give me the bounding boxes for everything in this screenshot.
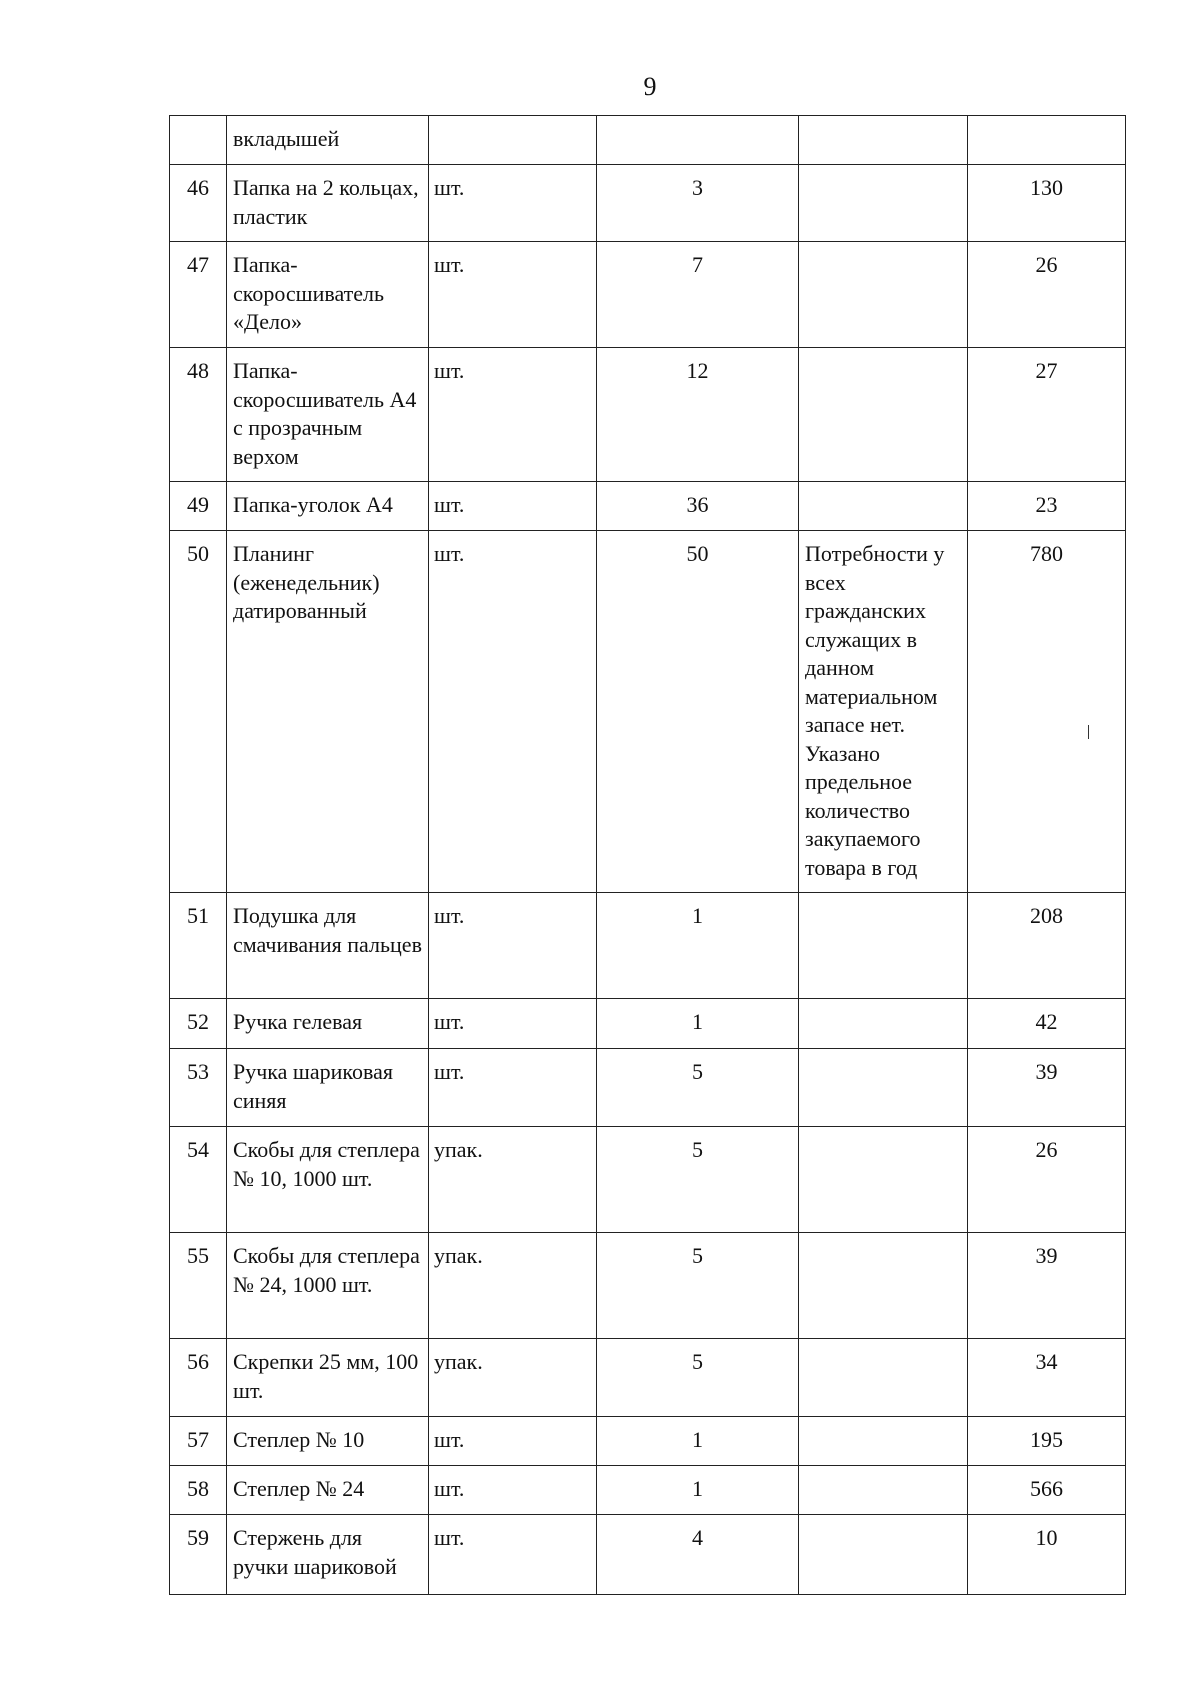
item-quantity: 3	[597, 165, 799, 242]
item-price: 23	[968, 482, 1126, 531]
item-unit: шт.	[429, 348, 597, 482]
row-number: 55	[170, 1233, 227, 1339]
item-unit: шт.	[429, 893, 597, 999]
item-name: Подушка для смачивания пальцев	[227, 893, 429, 999]
table-row	[170, 116, 1126, 165]
item-quantity: 5	[597, 1339, 799, 1417]
item-quantity	[597, 116, 799, 165]
table-row	[170, 348, 1126, 482]
item-quantity: 1	[597, 999, 799, 1049]
item-quantity: 5	[597, 1127, 799, 1233]
table-row	[170, 893, 1126, 999]
item-unit	[429, 116, 597, 165]
item-price: 10	[968, 1515, 1126, 1595]
item-price	[968, 116, 1126, 165]
table-row	[170, 1233, 1126, 1339]
item-unit: шт.	[429, 1466, 597, 1515]
item-name: Скрепки 25 мм, 100 шт.	[227, 1339, 429, 1417]
table-row	[170, 1417, 1126, 1466]
item-note	[799, 1515, 968, 1595]
row-number: 58	[170, 1466, 227, 1515]
item-note	[799, 1466, 968, 1515]
item-unit: шт.	[429, 531, 597, 893]
item-unit: шт.	[429, 165, 597, 242]
item-quantity: 12	[597, 348, 799, 482]
item-note	[799, 1417, 968, 1466]
item-note: Потребности у всех гражданских служащих в данном материальном запасе нет. Указано предельное количество закупаемого товара в год	[799, 531, 968, 893]
item-name: Папка на 2 кольцах, пластик	[227, 165, 429, 242]
item-quantity: 5	[597, 1233, 799, 1339]
item-note	[799, 1339, 968, 1417]
table-row	[170, 1049, 1126, 1127]
item-quantity: 1	[597, 1417, 799, 1466]
item-note	[799, 116, 968, 165]
row-number: 56	[170, 1339, 227, 1417]
item-price: 27	[968, 348, 1126, 482]
item-note	[799, 482, 968, 531]
item-name: Папка-скоросшиватель А4 с прозрачным верхом	[227, 348, 429, 482]
item-price: 208	[968, 893, 1126, 999]
row-number: 54	[170, 1127, 227, 1233]
item-quantity: 1	[597, 1466, 799, 1515]
item-unit: упак.	[429, 1233, 597, 1339]
item-name: Скобы для степлера № 24, 1000 шт.	[227, 1233, 429, 1339]
item-unit: шт.	[429, 1417, 597, 1466]
item-name: Ручка гелевая	[227, 999, 429, 1049]
row-number: 50	[170, 531, 227, 893]
item-unit: шт.	[429, 999, 597, 1049]
item-quantity: 7	[597, 242, 799, 348]
row-number: 57	[170, 1417, 227, 1466]
item-unit: шт.	[429, 1515, 597, 1595]
item-price: 39	[968, 1233, 1126, 1339]
item-quantity: 4	[597, 1515, 799, 1595]
item-price: 195	[968, 1417, 1126, 1466]
item-name: Ручка шариковая синяя	[227, 1049, 429, 1127]
table-row	[170, 1339, 1126, 1417]
table-row	[170, 1466, 1126, 1515]
table-row	[170, 1515, 1126, 1595]
item-name: Папка-уголок А4	[227, 482, 429, 531]
item-price: 26	[968, 1127, 1126, 1233]
item-unit: упак.	[429, 1127, 597, 1233]
row-number: 47	[170, 242, 227, 348]
item-price: 42	[968, 999, 1126, 1049]
item-quantity: 36	[597, 482, 799, 531]
row-number: 48	[170, 348, 227, 482]
item-price: 566	[968, 1466, 1126, 1515]
item-unit: шт.	[429, 482, 597, 531]
item-name: Степлер № 10	[227, 1417, 429, 1466]
item-price: 780	[968, 531, 1126, 893]
item-name: Планинг (еженедельник) датированный	[227, 531, 429, 893]
item-note	[799, 999, 968, 1049]
row-number: 51	[170, 893, 227, 999]
row-number: 52	[170, 999, 227, 1049]
item-name: вкладышей	[227, 116, 429, 165]
item-unit: упак.	[429, 1339, 597, 1417]
item-price: 39	[968, 1049, 1126, 1127]
item-name: Папка-скоросшиватель «Дело»	[227, 242, 429, 348]
table-row	[170, 242, 1126, 348]
item-note	[799, 893, 968, 999]
item-unit: шт.	[429, 1049, 597, 1127]
item-price: 34	[968, 1339, 1126, 1417]
table-row	[170, 999, 1126, 1049]
item-name: Стержень для ручки шариковой	[227, 1515, 429, 1595]
item-note	[799, 165, 968, 242]
item-quantity: 50	[597, 531, 799, 893]
row-number	[170, 116, 227, 165]
row-number: 53	[170, 1049, 227, 1127]
item-name: Степлер № 24	[227, 1466, 429, 1515]
item-note	[799, 1127, 968, 1233]
row-number: 59	[170, 1515, 227, 1595]
item-note	[799, 242, 968, 348]
page-number: 9	[643, 72, 657, 101]
table-row	[170, 165, 1126, 242]
row-number: 49	[170, 482, 227, 531]
supplies-table	[169, 115, 1126, 1595]
item-quantity: 5	[597, 1049, 799, 1127]
item-price: 130	[968, 165, 1126, 242]
table-row	[170, 531, 1126, 893]
table-row	[170, 482, 1126, 531]
item-quantity: 1	[597, 893, 799, 999]
item-note	[799, 348, 968, 482]
item-name: Скобы для степлера № 10, 1000 шт.	[227, 1127, 429, 1233]
item-price: 26	[968, 242, 1126, 348]
table-row	[170, 1127, 1126, 1233]
row-number: 46	[170, 165, 227, 242]
item-unit: шт.	[429, 242, 597, 348]
scan-mark	[1088, 725, 1089, 739]
item-note	[799, 1233, 968, 1339]
item-note	[799, 1049, 968, 1127]
